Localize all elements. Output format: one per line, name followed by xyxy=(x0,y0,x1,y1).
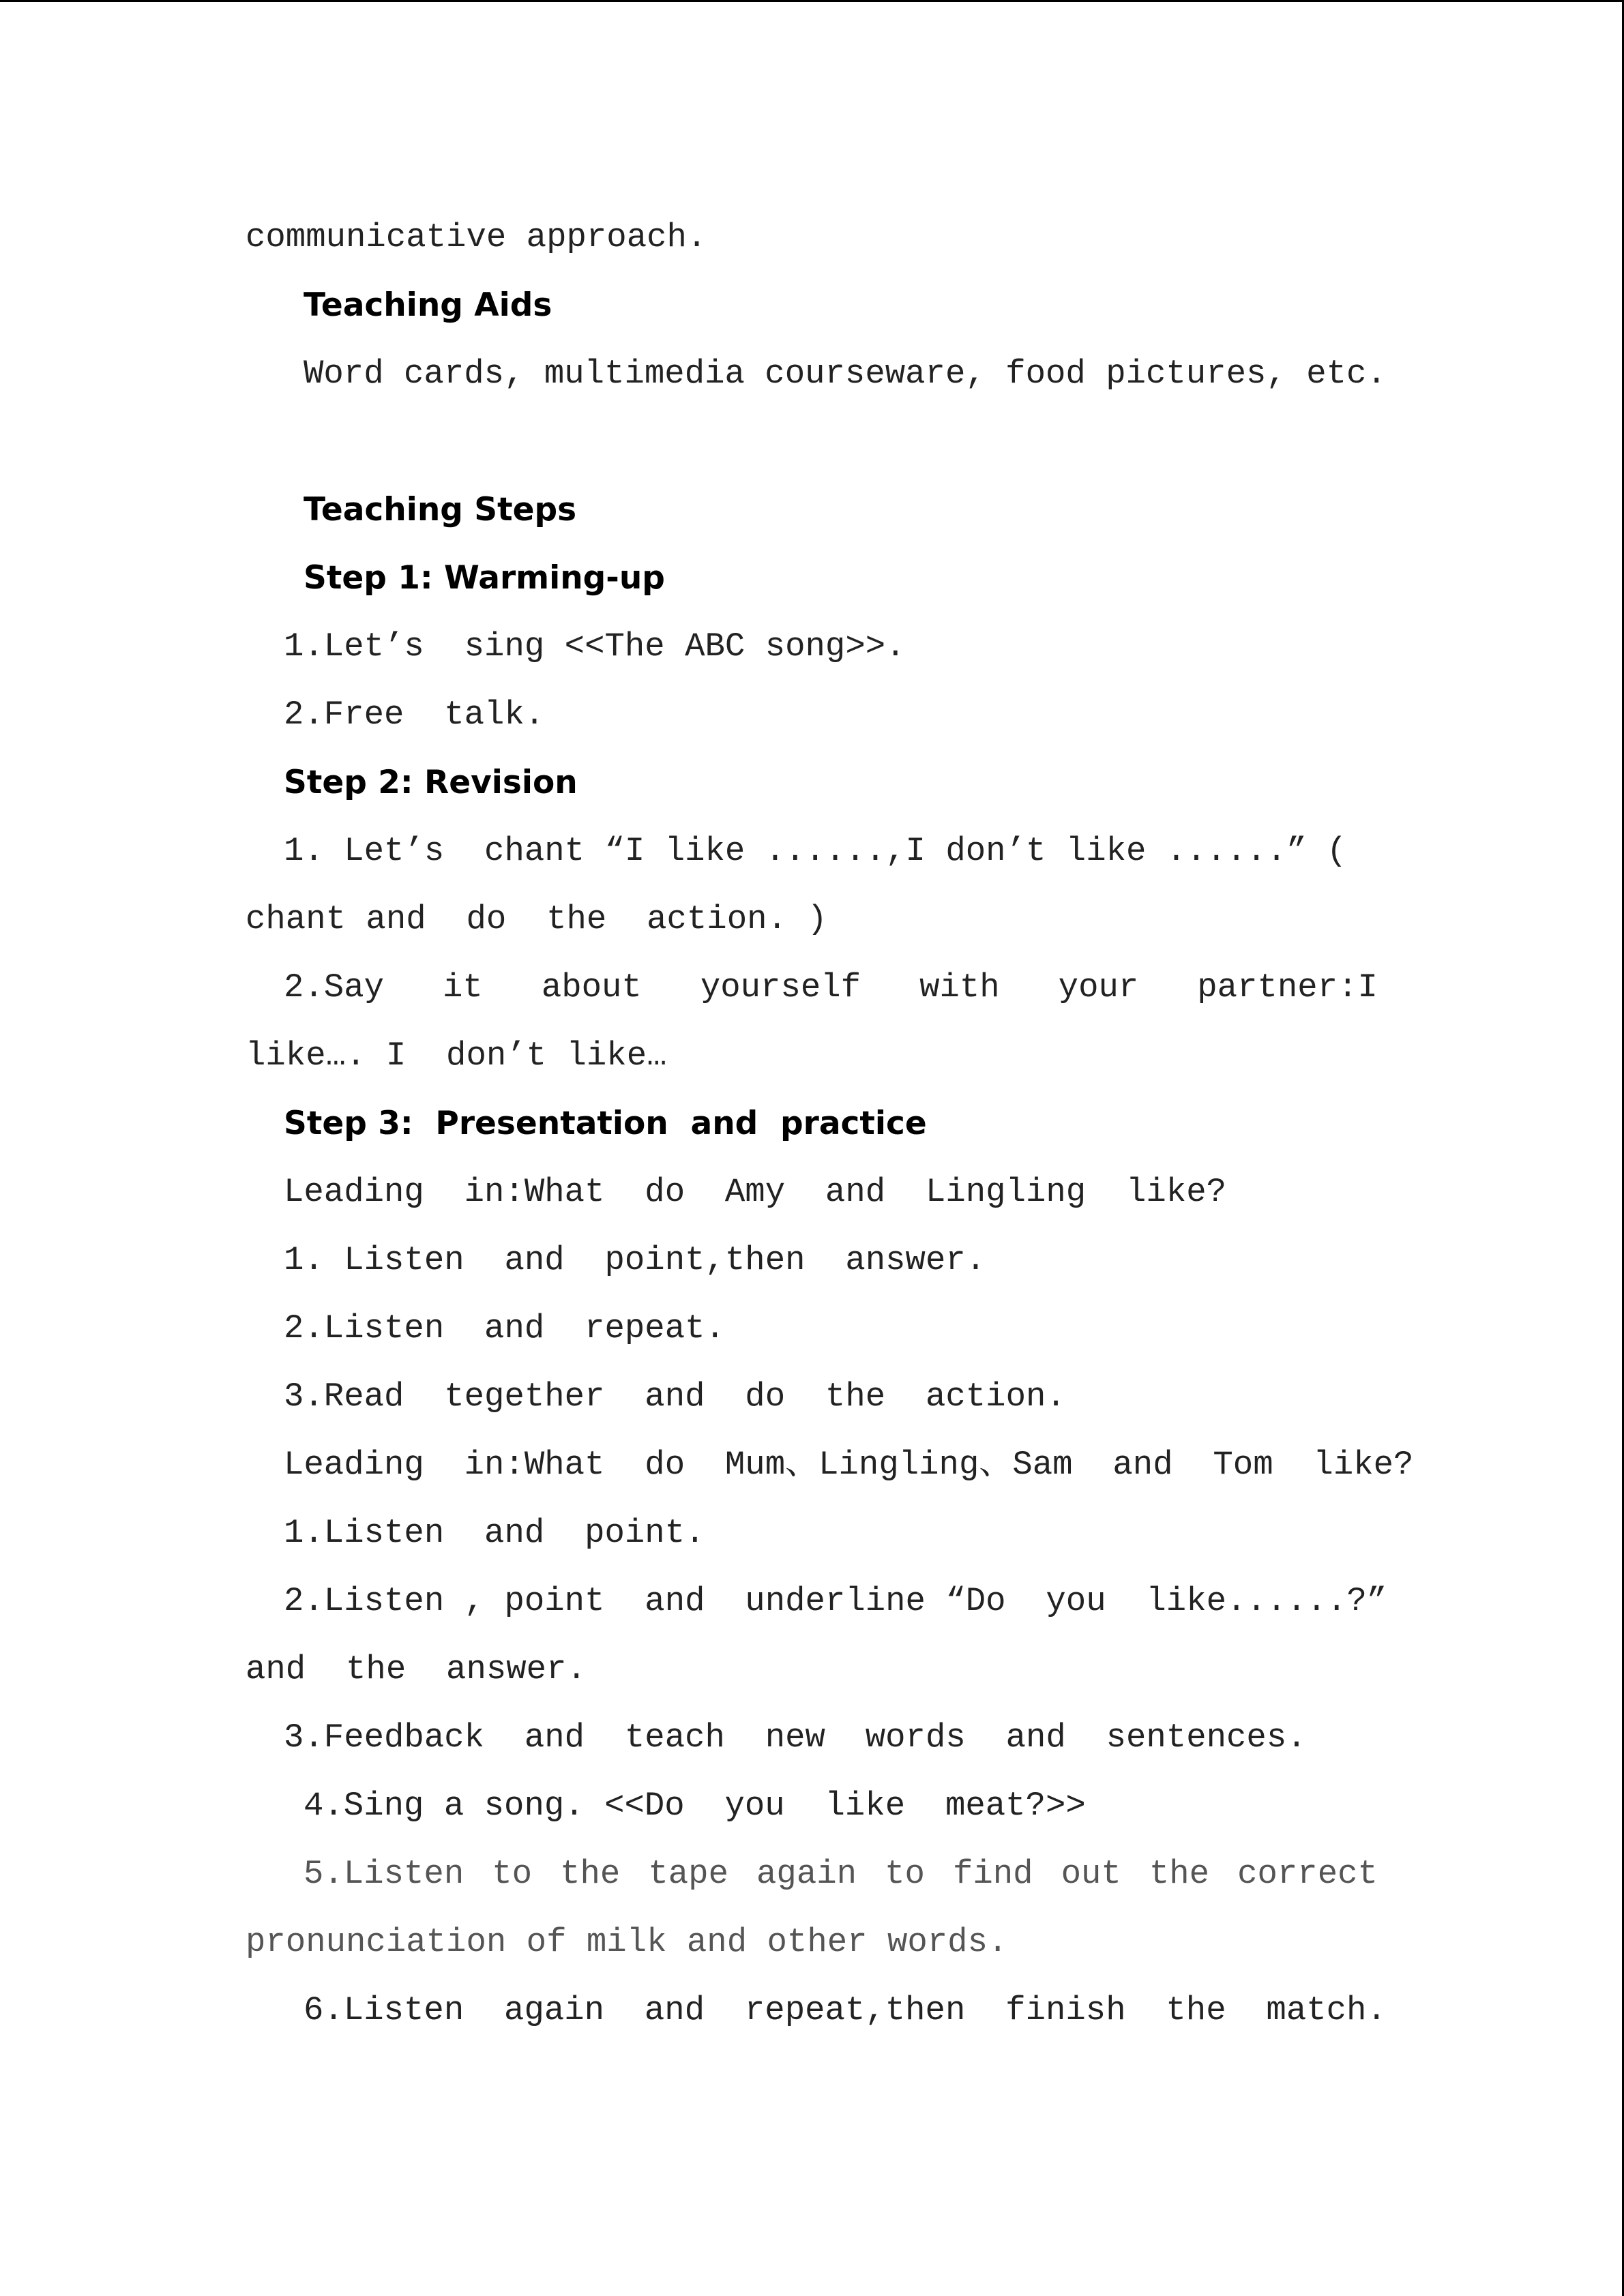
word: again xyxy=(756,1855,857,1893)
teaching-aids-heading: Teaching Aids xyxy=(304,286,552,324)
word: your xyxy=(1058,968,1139,1007)
step1-item: 2.Free talk. xyxy=(284,696,545,734)
word: yourself xyxy=(700,968,861,1007)
step3-item5-line1 xyxy=(304,1853,1378,1894)
step3-lead1: Leading in:What do Amy and Lingling like? xyxy=(284,1173,1227,1211)
word: to xyxy=(492,1855,533,1893)
step3-lead2-item-continued: and the answer. xyxy=(246,1650,587,1688)
step2-item2-line2: like…. I don’t like… xyxy=(246,1037,667,1075)
step3-lead2-item: 3.Feedback and teach new words and sentences. xyxy=(284,1718,1307,1757)
word: partner:I xyxy=(1197,968,1378,1007)
step3-heading: Step 3: Presentation and practice xyxy=(284,1105,927,1142)
word: 2.Say xyxy=(284,968,385,1007)
word: find xyxy=(952,1855,1033,1893)
step1-item: 1.Let’s sing <<The ABC song>>. xyxy=(284,627,906,666)
word: it xyxy=(443,968,483,1007)
word: with xyxy=(919,968,1000,1007)
step3-lead1-item: 1. Listen and point,then answer. xyxy=(284,1241,986,1279)
word: out xyxy=(1061,1855,1121,1893)
teaching-steps-heading: Teaching Steps xyxy=(304,491,577,528)
step3-lead2: Leading in:What do Mum、Lingling、Sam and Tom like? xyxy=(284,1446,1414,1484)
word: tape xyxy=(648,1855,728,1893)
continuation-text: communicative approach. xyxy=(246,218,707,256)
step3-item6: 6.Listen again and repeat,then finish the match. xyxy=(304,1991,1387,2029)
word: correct xyxy=(1237,1855,1378,1893)
teaching-aids-text: Word cards, multimedia courseware, food pictures, etc. xyxy=(304,355,1387,393)
step3-lead1-item: 3.Read tegether and do the action. xyxy=(284,1377,1066,1416)
word: to xyxy=(885,1855,925,1893)
page-top-border xyxy=(0,0,1624,2)
step3-lead1-item: 2.Listen and repeat. xyxy=(284,1309,725,1347)
step2-heading: Step 2: Revision xyxy=(284,764,578,801)
word: about xyxy=(541,968,642,1007)
word: 5.Listen xyxy=(304,1855,464,1893)
step3-lead2-item: 1.Listen and point. xyxy=(284,1514,705,1552)
step3-lead2-item: 2.Listen , point and underline “Do you like......?” xyxy=(284,1582,1387,1620)
step1-heading: Step 1: Warming-up xyxy=(304,559,665,597)
step2-item2-line1 xyxy=(284,967,1378,1008)
step2-item1-line2: chant and do the action. ) xyxy=(246,900,827,938)
step3-lead2-item: 4.Sing a song. <<Do you like meat?>> xyxy=(304,1787,1086,1825)
step2-item1-line1: 1. Let’s chant “I like ......,I don’t like ......” ( xyxy=(284,832,1347,870)
word: the xyxy=(1149,1855,1210,1893)
word: the xyxy=(560,1855,621,1893)
step3-item5-line2: pronunciation of milk and other words. xyxy=(246,1923,1008,1961)
